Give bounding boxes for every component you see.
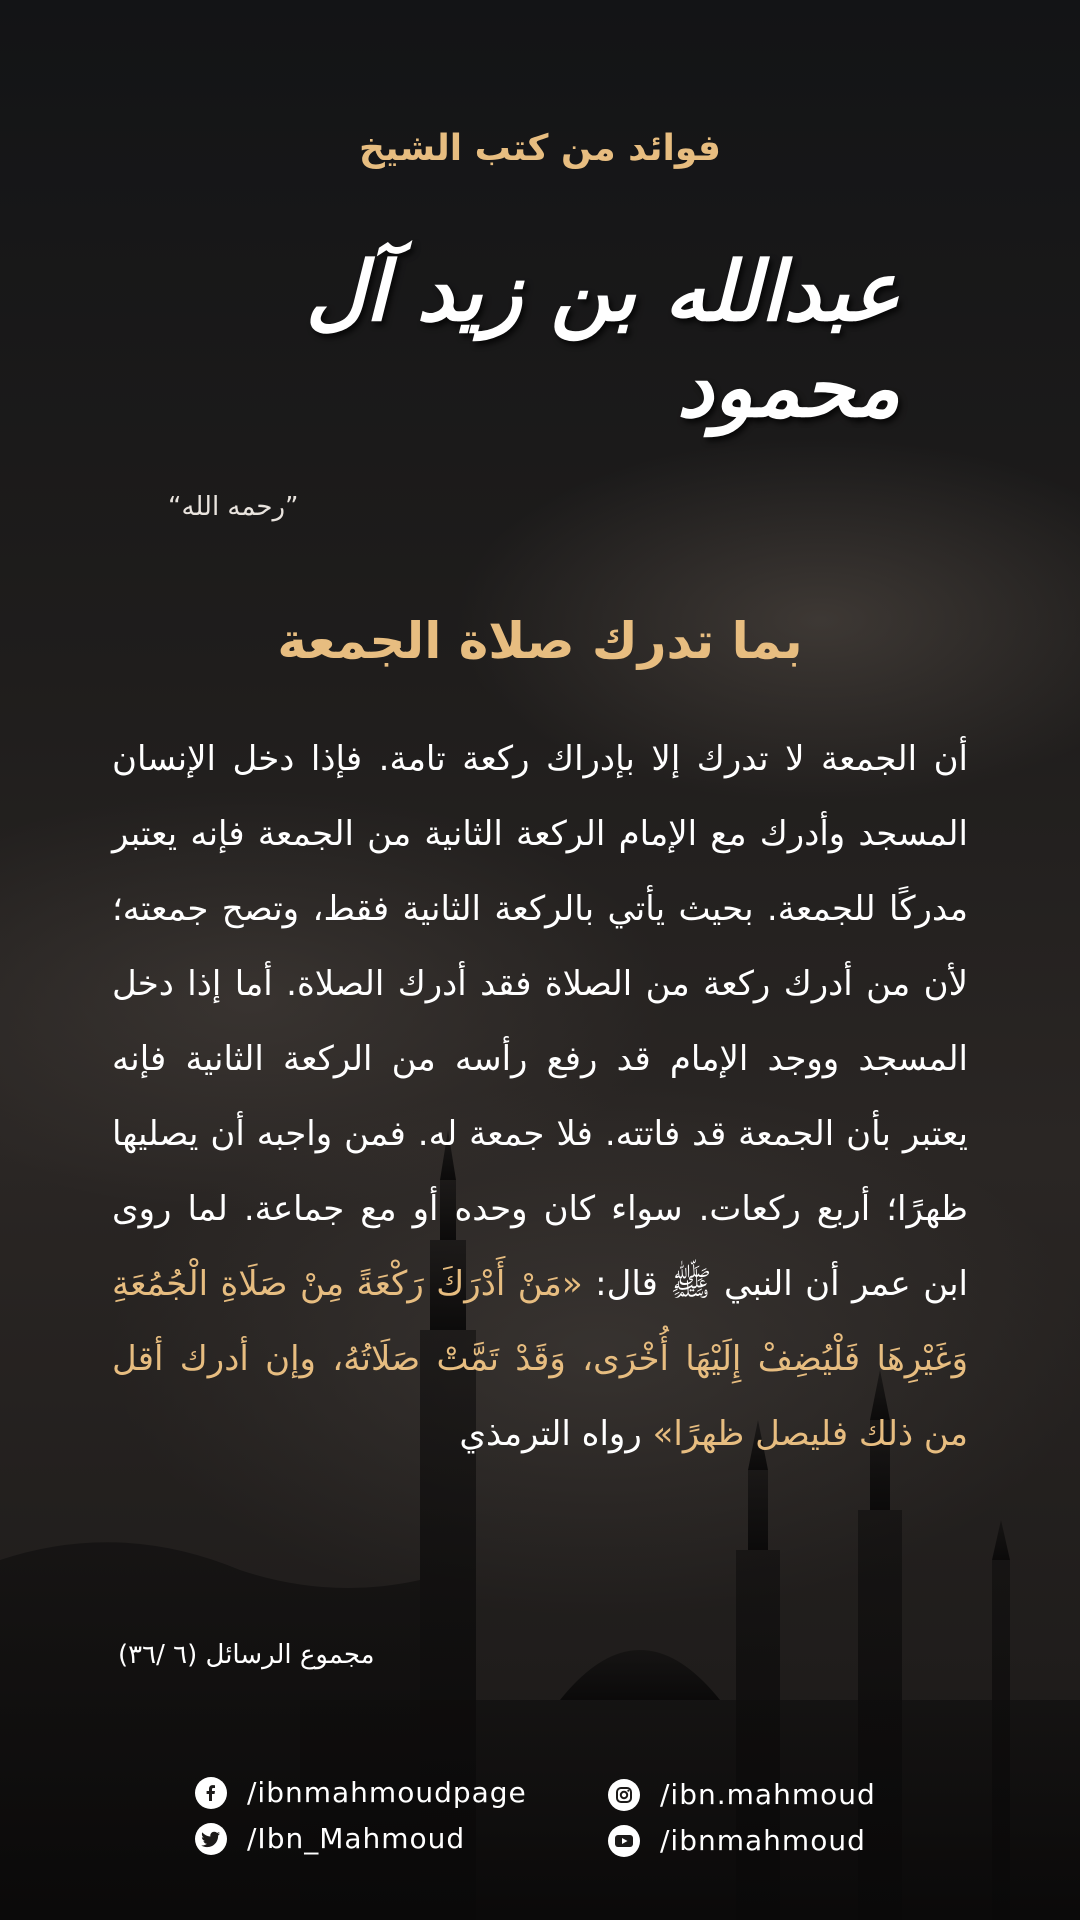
source-reference: مجموع الرسائل (٦ /٣٦) [118,1640,375,1670]
honorific: ”رحمه الله“ [168,492,299,522]
facebook-icon [195,1777,227,1809]
twitter-icon [195,1823,227,1855]
facebook-handle: /ibnmahmoudpage [247,1776,527,1809]
section-title: بما تدرك صلاة الجمعة [277,612,803,670]
youtube-icon [608,1825,640,1857]
twitter-handle: /Ibn_Mahmoud [247,1822,466,1855]
hadith-attribution: رواه الترمذي [459,1414,653,1454]
subtitle: فوائد من كتب الشيخ [359,128,721,169]
body-main: أن الجمعة لا تدرك إلا بإدراك ركعة تامة. فإذا دخل الإنسان المسجد وأدرك مع الإمام الركعة الثانية من الجمعة فإنه يعتبر مدركًا للجمعة. بحيث يأتي بالركعة الثانية فقط، وتصح جمعته؛ لأن من أدرك ركعة من الصلاة فقد أدرك الصلاة. أما إذا دخل المسجد ووجد الإمام قد رفع رأسه من الركعة الثانية فإنه يعتبر بأن الجمعة قد فاتته. فلا جمعة له. فمن واجبه أن يصليها ظهرًا؛ أربع ركعات. سواء كان وحده أو مع جماعة. لما روى ابن عمر أن النبي ﷺ قال: [112,739,968,1304]
social-youtube[interactable] [608,1824,866,1857]
youtube-handle: /ibnmahmoud [660,1824,866,1857]
social-twitter[interactable] [195,1822,465,1855]
instagram-icon [608,1779,640,1811]
social-instagram[interactable] [608,1778,876,1811]
social-facebook[interactable] [195,1776,527,1809]
hadith-quote: «مَنْ أَدْرَكَ رَكْعَةً مِنْ صَلَاةِ الْجُمُعَةِ وَغَيْرِهَا فَلْيُضِفْ إِلَيْهَا أُخْرَى، وَقَدْ تَمَّتْ صَلَاتُهُ، وإن أدرك أقل من ذلك فليصل ظهرًا» [112,1264,968,1454]
body-text [112,722,968,1472]
instagram-handle: /ibn.mahmoud [660,1778,876,1811]
author-calligraphy: عبدالله بن زيد آل محمود [305,244,900,436]
